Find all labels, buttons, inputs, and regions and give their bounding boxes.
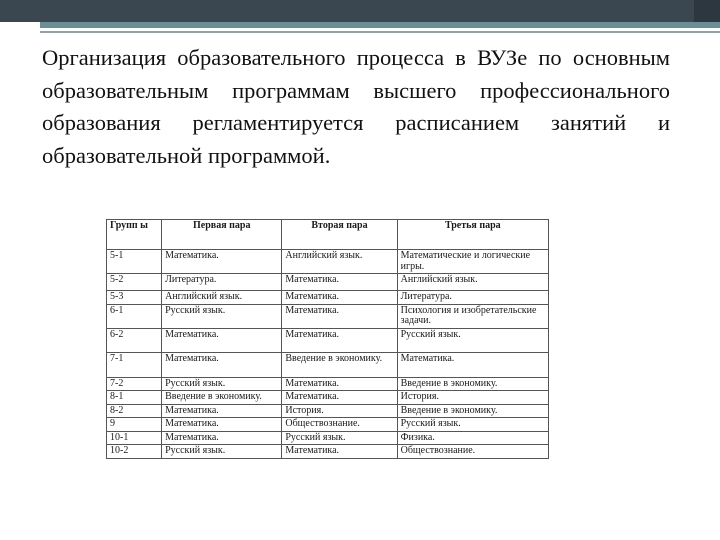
cell-first-pair: Математика. [162,431,282,445]
cell-first-pair: Математика. [162,404,282,418]
cell-group: 7-2 [107,377,162,391]
cell-first-pair: Английский язык. [162,291,282,305]
header-first-pair: Первая пара [162,220,282,250]
table-row [107,391,549,405]
cell-second-pair: Русский язык. [282,431,397,445]
cell-third-pair: Английский язык. [397,274,548,291]
table-row [107,445,549,459]
cell-second-pair: Математика. [282,274,397,291]
cell-first-pair: Введение в экономику. [162,391,282,405]
cell-group: 5-3 [107,291,162,305]
schedule-table [106,219,549,459]
cell-third-pair: Математические и логические игры. [397,250,548,274]
cell-group: 9 [107,418,162,432]
table-row [107,431,549,445]
header-group: Групп ы [107,220,162,250]
table-row [107,404,549,418]
cell-third-pair: Введение в экономику. [397,377,548,391]
cell-first-pair: Русский язык. [162,304,282,328]
cell-third-pair: Обществознание. [397,445,548,459]
cell-second-pair: Математика. [282,445,397,459]
schedule-body [107,250,549,459]
cell-second-pair: История. [282,404,397,418]
cell-first-pair: Математика. [162,418,282,432]
cell-first-pair: Литература. [162,274,282,291]
header-second-pair: Вторая пара [282,220,397,250]
table-row [107,291,549,305]
table-row [107,304,549,328]
cell-group: 7-1 [107,352,162,377]
cell-group: 10-1 [107,431,162,445]
cell-second-pair: Математика. [282,304,397,328]
accent-line [40,31,720,33]
cell-third-pair: Литература. [397,291,548,305]
cell-first-pair: Математика. [162,352,282,377]
cell-third-pair: Математика. [397,352,548,377]
cell-first-pair: Математика. [162,328,282,352]
table-row [107,377,549,391]
cell-group: 5-1 [107,250,162,274]
top-corner-accent [694,0,720,22]
cell-third-pair: Русский язык. [397,418,548,432]
top-decorative-bar [0,0,720,22]
cell-group: 8-1 [107,391,162,405]
cell-first-pair: Русский язык. [162,445,282,459]
cell-second-pair: Математика. [282,391,397,405]
cell-third-pair: Введение в экономику. [397,404,548,418]
slide-paragraph: Организация образовательного процесса в ВУЗе по основным образовательным программам высшего профессионального образования регламентируется расписанием занятий и образовательной программой. [42,45,670,168]
cell-group: 8-2 [107,404,162,418]
cell-third-pair: Физика. [397,431,548,445]
cell-first-pair: Математика. [162,250,282,274]
cell-second-pair: Математика. [282,328,397,352]
table-row [107,274,549,291]
cell-second-pair: Введение в экономику. [282,352,397,377]
header-third-pair: Третья пара [397,220,548,250]
cell-second-pair: Математика. [282,291,397,305]
table-row [107,352,549,377]
cell-third-pair: История. [397,391,548,405]
cell-group: 6-1 [107,304,162,328]
cell-first-pair: Русский язык. [162,377,282,391]
cell-second-pair: Математика. [282,377,397,391]
cell-group: 5-2 [107,274,162,291]
cell-third-pair: Психология и изобретательские задачи. [397,304,548,328]
table-row [107,418,549,432]
cell-second-pair: Обществознание. [282,418,397,432]
cell-third-pair: Русский язык. [397,328,548,352]
table-row [107,328,549,352]
cell-group: 6-2 [107,328,162,352]
cell-second-pair: Английский язык. [282,250,397,274]
table-header-row [107,220,549,250]
table-row [107,250,549,274]
cell-group: 10-2 [107,445,162,459]
